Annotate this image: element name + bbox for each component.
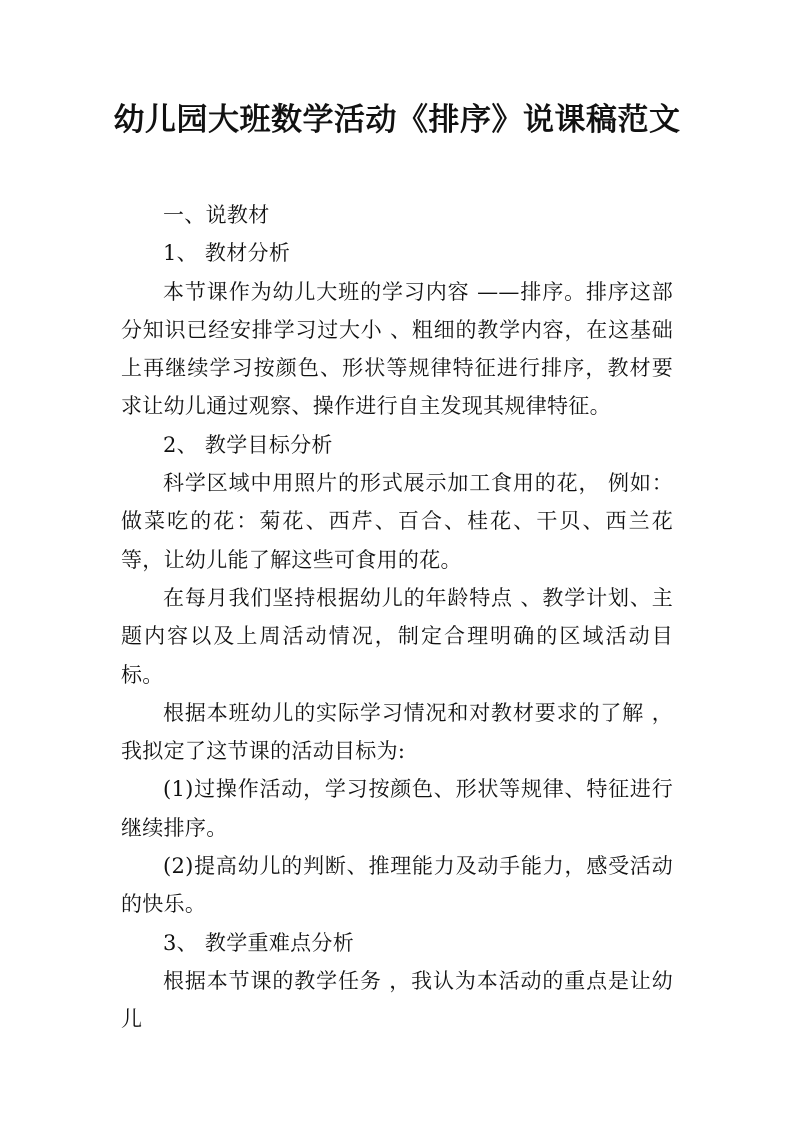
paragraph-goal-1: (1)过操作活动，学习按颜色、形状等规律、特征进行继续排序。: [121, 777, 673, 840]
paragraph-edible-flowers: 科学区域中用照片的形式展示加工食用的花， 例如：做菜吃的花：菊花、西芹、百合、桂花、干贝、西兰花等，让幼儿能了解这些可食用的花。: [121, 471, 673, 572]
section-heading-teaching-material: 一、说教材: [163, 203, 270, 227]
subheading-key-difficulties: 3、 教学重难点分析: [163, 930, 355, 955]
paragraph-material-analysis: 本节课作为幼儿大班的学习内容 ——排序。排序这部分知识已经安排学习过大小 、粗细的教学内容，在这基础上再继续学习按颜色、形状等规律特征进行排序，教材要求让幼儿通过观察、操作进行自主发现其规律特征。: [121, 279, 673, 419]
document-title: 幼儿园大班数学活动《排序》说课稿范文: [113, 102, 681, 138]
document-body: [121, 196, 673, 1039]
subheading-material-analysis: 1、 教材分析: [163, 241, 291, 266]
paragraph-goal-2: (2)提高幼儿的判断、推理能力及动手能力，感受活动的快乐。: [121, 854, 673, 917]
paragraph-monthly-goals: 在每月我们坚持根据幼儿的年龄特点 、教学计划、主题内容以及上周活动情况，制定合理明确的区域活动目标。: [121, 585, 673, 687]
subheading-objective-analysis: 2、 教学目标分析: [163, 432, 333, 457]
paragraph-activity-goals-intro: 根据本班幼儿的实际学习情况和对教材要求的了解 ，我拟定了这节课的活动目标为:: [121, 700, 673, 764]
paragraph-key-points: 根据本节课的教学任务 ，我认为本活动的重点是让幼儿: [121, 968, 673, 1032]
